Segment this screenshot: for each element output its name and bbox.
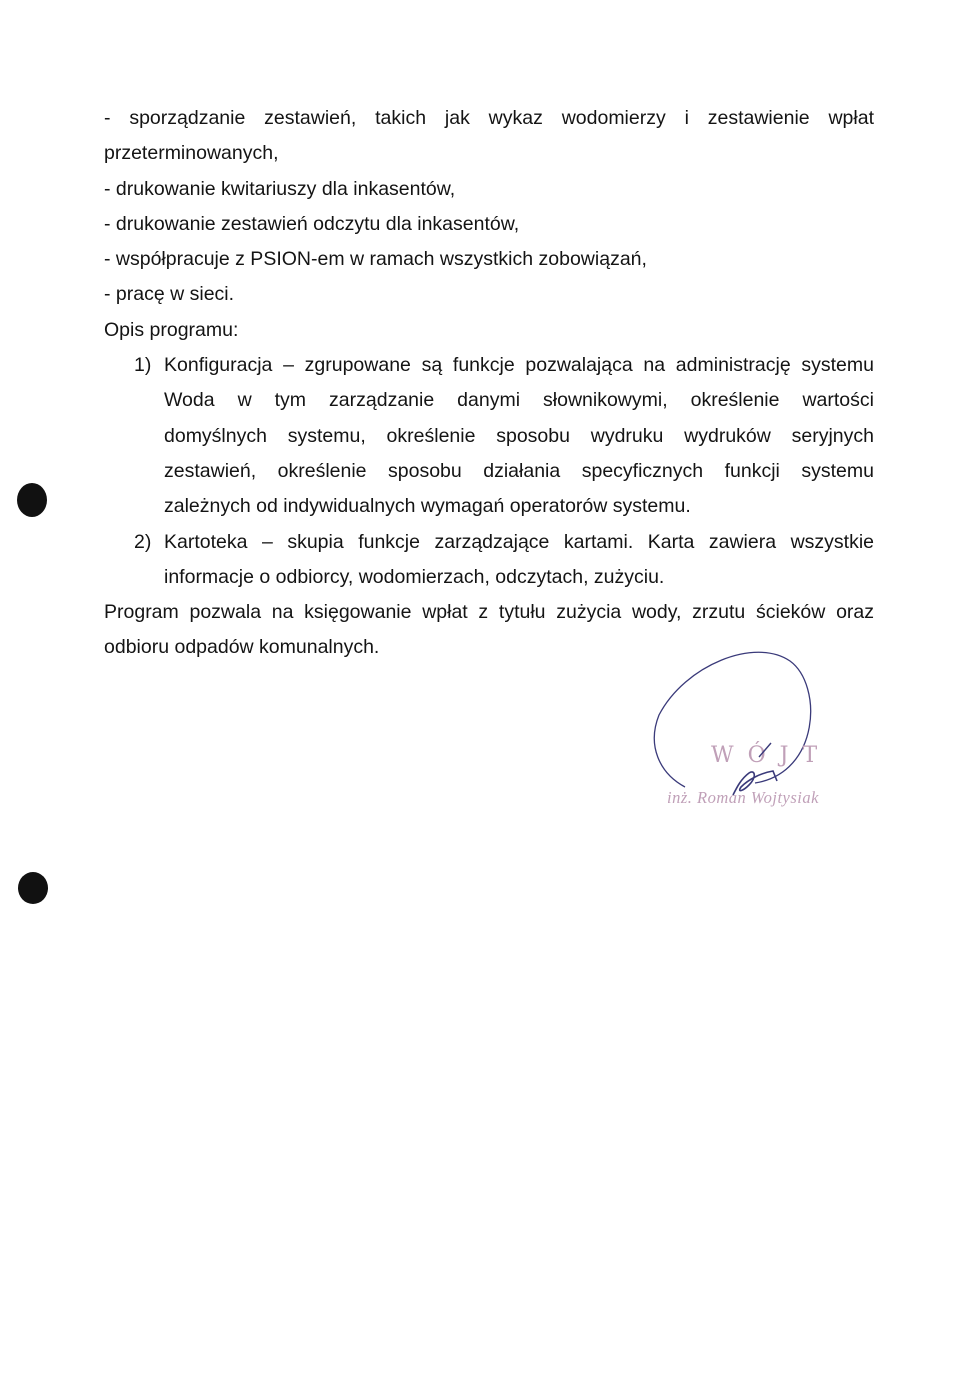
list-item [104,348,874,524]
stamp-title: WÓJT [711,743,832,768]
stamp-name: inż. Roman Wojtysiak [667,788,819,807]
text-line: - sporządzanie zestawień, takich jak wykaz wodomierzy i zestawienie wpłat [104,107,874,129]
list-item-number: 2) [134,530,152,553]
text-line: - drukowanie zestawień odczytu dla inkasentów, [104,212,520,235]
list-item-line: zestawień, określenie sposobu działania specyficznych funkcji systemu [164,459,874,482]
text-line: - pracę w sieci. [104,283,235,306]
list-item [104,525,874,596]
section-title: Opis programu: [104,318,239,341]
document-body [104,101,874,666]
punch-hole [18,872,48,904]
text-line: - współpracuje z PSION-em w ramach wszystkich zobowiązań, [104,248,647,271]
closing-paragraph-line: Program pozwala na księgowanie wpłat z tytułu zużycia wody, zrzutu ścieków oraz [104,601,874,624]
list-item-line: Woda w tym zarządzanie danymi słownikowymi, określenie wartości [164,389,874,412]
list-item-line: zależnych od indywidualnych wymagań operatorów systemu. [164,495,691,518]
list-item-line: Kartoteka – skupia funkcje zarządzające kartami. Karta zawiera wszystkie [164,530,874,553]
program-description-list [104,348,874,595]
list-item-line: informacje o odbiorcy, wodomierzach, odczytach, zużyciu. [164,565,665,588]
closing-paragraph-line: odbioru odpadów komunalnych. [104,636,380,659]
punch-hole [17,483,47,517]
signature-scribble [645,645,855,825]
list-item-line: domyślnych systemu, określenie sposobu wydruku wydruków seryjnych [164,424,874,447]
list-item-line: Konfiguracja – zgrupowane są funkcje pozwalająca na administrację systemu [164,354,874,377]
list-item-number: 1) [134,354,152,377]
text-line: przeterminowanych, [104,142,279,165]
text-line: - drukowanie kwitariuszy dla inkasentów, [104,177,456,200]
stamp-and-signature [645,645,855,825]
